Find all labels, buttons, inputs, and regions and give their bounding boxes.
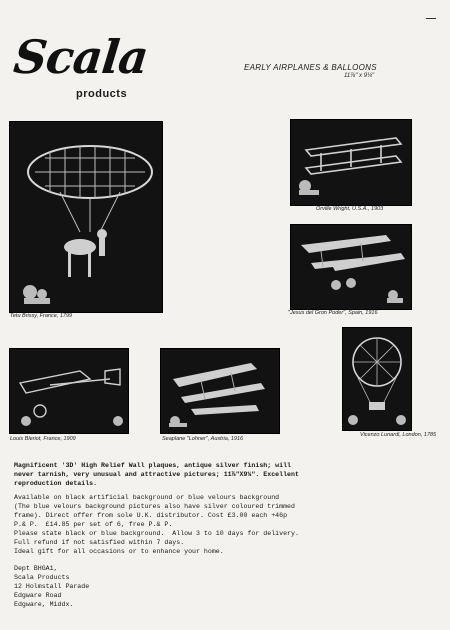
monoplane-icon [291,225,411,309]
offer-line-1: Available on black artificial background or blue velours background [14,494,280,501]
plate-lohner [160,348,280,434]
offer-line-3: frame). Direct offer from sole U.K. distributor. Cost £3.00 each +46p [14,512,288,519]
caption-wright: Orville Wright, U.S.A., 1903 [316,206,384,212]
intro-line-3: reproduction details. [14,480,98,487]
offer-line-2: (The blue velours background pictures also have silver coloured trimmed [14,503,295,510]
plate-jesus [290,224,412,310]
airship-icon [10,122,162,312]
scala-logo [11,30,151,110]
logo-sub: products [76,88,128,100]
caption-airship: Tetu Brissy, France, 1799 [10,313,73,319]
caption-bleriot: Louis Bleriot, France, 1909 [10,436,76,442]
size-label: 11⅞" x 9¼" [344,73,375,79]
balloon-icon [343,328,411,430]
offer-line-6: Full refund if not satisfied within 7 days. [14,539,185,546]
seaplane-icon [161,349,279,433]
address-line-2: Scala Products [14,574,70,581]
offer-line-7: Ideal gift for all occasions or to enhance your home. [14,548,224,555]
page-title: EARLY AIRPLANES & BALLOONS [244,63,377,72]
logo-script: Scala [11,30,151,84]
offer-line-5: Please state black or blue background. Allow 3 to 10 days for delivery. [14,530,299,537]
biplane-icon [291,120,411,205]
address-line-3: 12 Holmstall Parade [14,583,90,590]
address-line-5: Edgware, Middx. [14,601,74,608]
address-line-1: Dept BHGA1, [14,565,58,572]
caption-jesus: "Jesus del Gron Poder", Spain, 1916 [288,310,378,316]
address-line-4: Edgware Road [14,592,62,599]
intro-line-1: Magnificent '3D' High Relief Wall plaques, antique silver finish; will [14,462,291,469]
offer-line-4: P.& P. £14.85 per set of 6, free P.& P. [14,521,173,528]
caption-lunardi: Vicenzo Lunardi, London, 1785 [360,432,437,438]
corner-mark [426,18,436,19]
plate-airship [9,121,163,313]
plate-lunardi [342,327,412,431]
monoplane-icon [10,349,128,433]
intro-line-2: never tarnish, very unusual and attractive pictures; 11⅞"X9¼". Excellent [14,471,299,478]
caption-lohner: Seaplane "Lohner", Austria, 1916 [162,436,244,442]
plate-bleriot [9,348,129,434]
plate-wright [290,119,412,206]
